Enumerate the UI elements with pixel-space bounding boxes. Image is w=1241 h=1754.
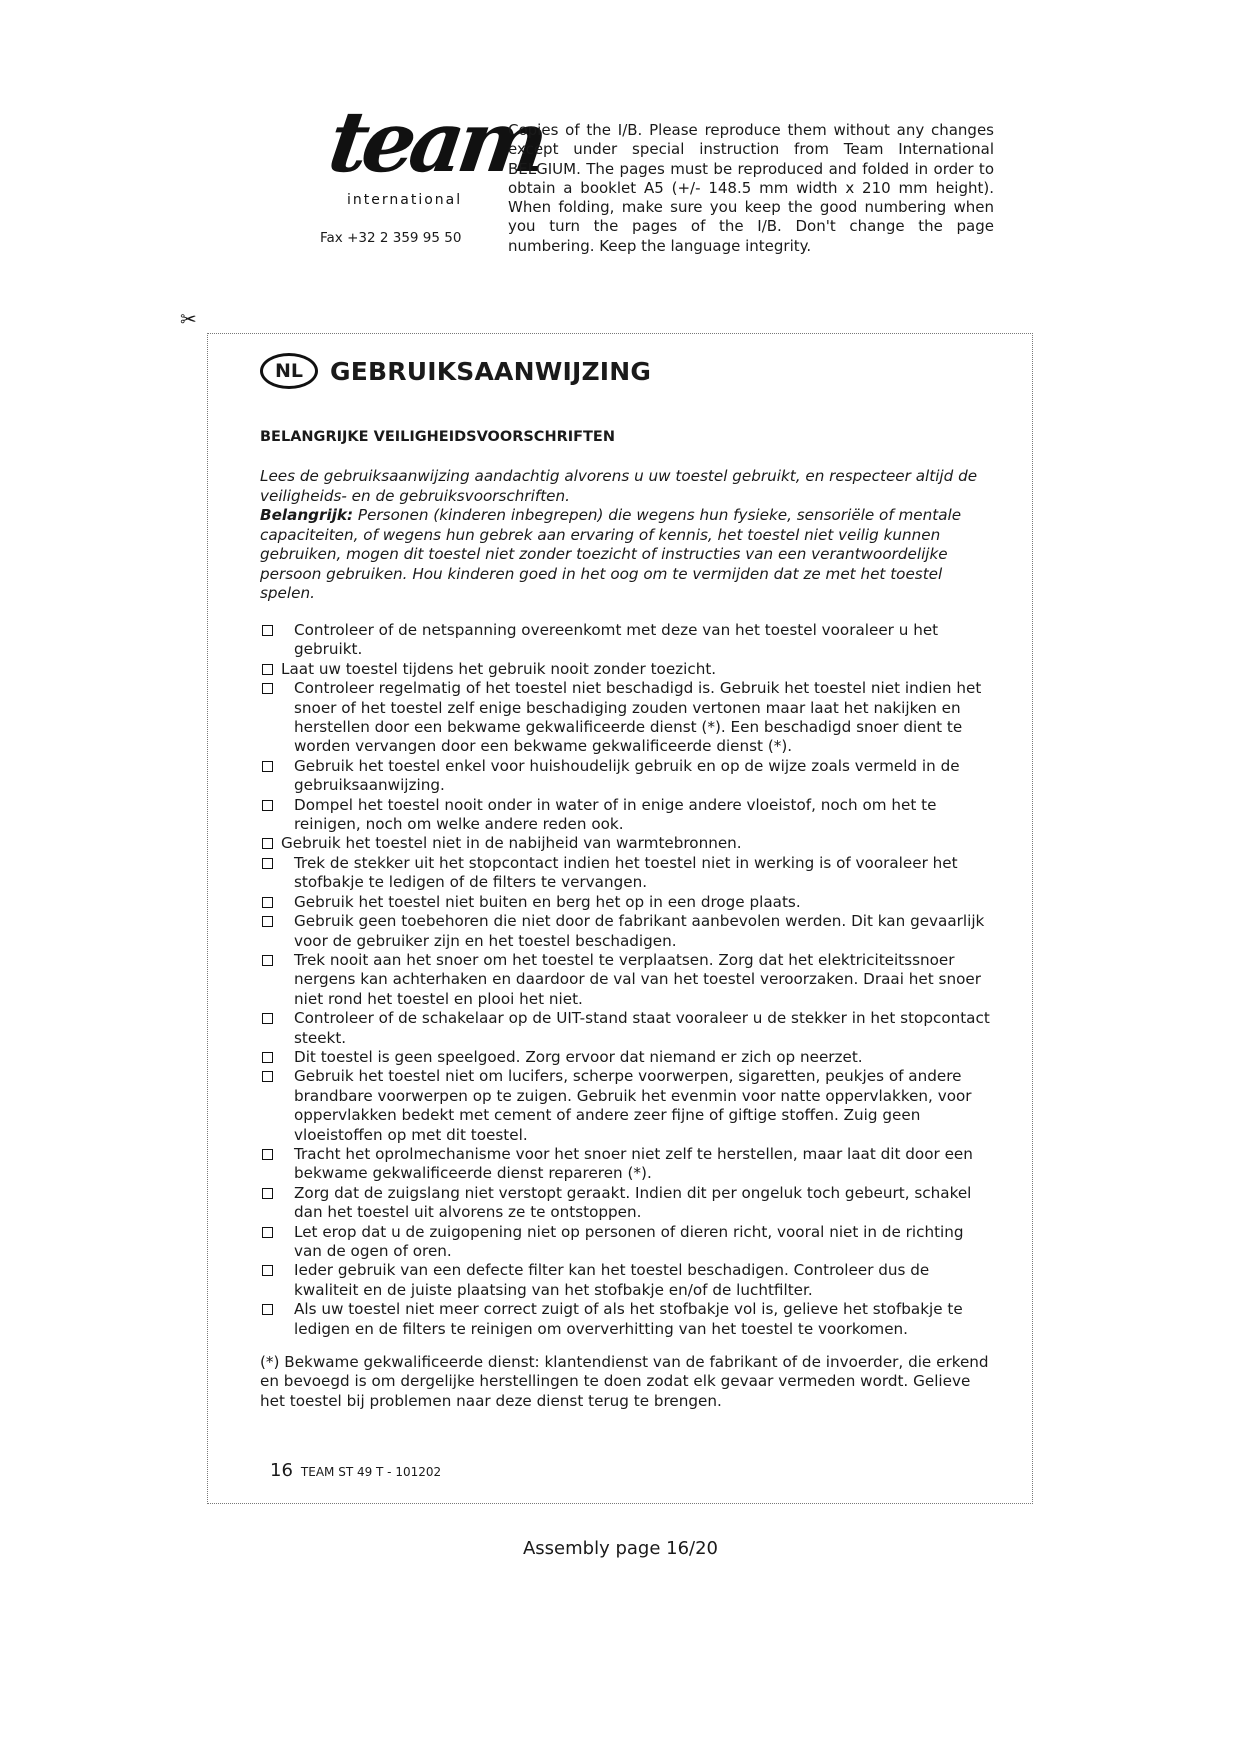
checkbox-icon <box>262 800 273 811</box>
checkbox-icon <box>262 858 273 869</box>
checkbox-icon <box>262 683 273 694</box>
checkbox-icon <box>262 955 273 966</box>
language-badge: NL <box>260 353 318 389</box>
checkbox-icon <box>262 1227 273 1238</box>
list-item: Trek de stekker uit het stopcontact indien het toestel niet in werking is of vooraleer het stofbakje te ledigen of de filters te vervangen. <box>260 854 990 893</box>
list-item: Controleer regelmatig of het toestel niet beschadigd is. Gebruik het toestel niet indien het snoer of het toestel zelf enige beschadiging zouden vertonen maar laat het nakijken en herstellen door een bekwame gekwalificeerde dienst (*). Een beschadigd snoer dient te worden vervangen door een bekwame gekwalificeerde dienst (*). <box>260 679 990 757</box>
checkbox-icon <box>262 1265 273 1276</box>
list-item: Controleer of de netspanning overeenkomt met deze van het toestel vooraleer u het gebruikt. <box>260 621 990 660</box>
list-item: Als uw toestel niet meer correct zuigt of als het stofbakje vol is, gelieve het stofbakje te ledigen en de filters te reinigen om oververhitting van het toestel te voorkomen. <box>260 1300 990 1339</box>
important-label: Belangrijk: <box>260 506 354 524</box>
list-item: Gebruik het toestel enkel voor huishoudelijk gebruik en op de wijze zoals vermeld in de gebruiksaanwijzing. <box>260 757 990 796</box>
reproduction-instructions: Copies of the I/B. Please reproduce them without any changes except under special instruction from Team International BELGIUM. The pages must be reproduced and folded in order to obtain a booklet A5 (+/- 148.5 mm width x 210 mm height). When folding, make sure you keep the good numbering when you turn the pages of the I/B. Don't change the page numbering. Keep the language integrity. <box>508 121 994 255</box>
list-item: Let erop dat u de zuigopening niet op personen of dieren richt, vooral niet in de richting van de ogen of oren. <box>260 1223 990 1262</box>
list-item: Controleer of de schakelaar op de UIT-stand staat vooraleer u de stekker in het stopcontact steekt. <box>260 1009 990 1048</box>
list-item: Zorg dat de zuigslang niet verstopt geraakt. Indien dit per ongeluk toch gebeurt, schakel dan het toestel uit alvorens ze te ontstoppen. <box>260 1184 990 1223</box>
manual-title-row <box>260 353 651 389</box>
list-item: Gebruik het toestel niet buiten en berg het op in een droge plaats. <box>260 893 990 912</box>
list-item: Gebruik het toestel niet om lucifers, scherpe voorwerpen, sigaretten, peukjes of andere brandbare voorwerpen op te zuigen. Gebruik het evenmin voor natte oppervlakken, voor oppervlakken bedekt met cement of andere zeer fijne of giftige stoffen. Zuig geen vloeistoffen op met dit toestel. <box>260 1067 990 1145</box>
checkbox-icon <box>262 916 273 927</box>
assembly-page-label: Assembly page 16/20 <box>522 1538 719 1559</box>
page-number: 16 <box>270 1460 293 1481</box>
scissors-icon: ✂ <box>180 307 197 331</box>
page-footer <box>270 1460 441 1481</box>
model-code: TEAM ST 49 T - 101202 <box>300 1465 442 1479</box>
logo-wordmark: team <box>323 92 549 191</box>
list-item: Gebruik het toestel niet in de nabijheid van warmtebronnen. <box>260 834 990 853</box>
list-item: Gebruik geen toebehoren die niet door de fabrikant aanbevolen werden. Dit kan gevaarlijk voor de gebruiker zijn en het toestel beschadigen. <box>260 912 990 951</box>
checkbox-icon <box>262 625 273 636</box>
list-item: Trek nooit aan het snoer om het toestel te verplaatsen. Zorg dat het elektriciteitssnoer nergens kan achterhaken en daardoor de val van het toestel veroorzaken. Draai het snoer niet rond het toestel en plooi het niet. <box>260 951 990 1009</box>
manual-title: GEBRUIKSAANWIJZING <box>330 356 652 386</box>
safety-list <box>260 621 990 1339</box>
intro-paragraph <box>260 467 987 604</box>
team-logo <box>300 92 549 220</box>
intro-text: Lees de gebruiksaanwijzing aandachtig alvorens u uw toestel gebruikt, en respecteer altijd de veiligheids- en de gebruiksvoorschriften. <box>260 467 978 505</box>
logo-subtext: international <box>347 192 463 208</box>
list-item: Ieder gebruik van een defecte filter kan het toestel beschadigen. Controleer dus de kwaliteit en de juiste plaatsing van het stofbakje en/of de luchtfilter. <box>260 1261 990 1300</box>
section-heading: BELANGRIJKE VEILIGHEIDSVOORSCHRIFTEN <box>260 429 615 445</box>
checkbox-icon <box>262 897 273 908</box>
list-item: Tracht het oprolmechanisme voor het snoer niet zelf te herstellen, maar laat dit door een bekwame gekwalificeerde dienst repareren (*). <box>260 1145 990 1184</box>
checkbox-icon <box>262 761 273 772</box>
important-text: Personen (kinderen inbegrepen) die wegens hun fysieke, sensoriële of mentale capaciteiten, of wegens hun gebrek aan ervaring of kennis, het toestel niet veilig kunnen gebruiken, mogen dit toestel niet zonder toezicht of instructies van een verantwoordelijke persoon gebruiken. Hou kinderen goed in het oog om te vermijden dat ze met het toestel spelen. <box>260 506 962 602</box>
checkbox-icon <box>262 1052 273 1063</box>
checkbox-icon <box>262 838 273 849</box>
fax-number: Fax +32 2 359 95 50 <box>320 230 462 246</box>
checkbox-icon <box>262 1149 273 1160</box>
list-item: Dompel het toestel nooit onder in water of in enige andere vloeistof, noch om het te reinigen, noch om welke andere reden ook. <box>260 796 990 835</box>
list-item: Laat uw toestel tijdens het gebruik nooit zonder toezicht. <box>260 660 990 679</box>
footnote: (*) Bekwame gekwalificeerde dienst: klantendienst van de fabrikant of de invoerder, die erkend en bevoegd is om dergelijke herstellingen te doen zodat elk gevaar vermeden wordt. Gelieve het toestel bij problemen naar deze dienst terug te brengen. <box>260 1353 989 1410</box>
checkbox-icon <box>262 1304 273 1315</box>
list-item: Dit toestel is geen speelgoed. Zorg ervoor dat niemand er zich op neerzet. <box>260 1048 990 1067</box>
checkbox-icon <box>262 1071 273 1082</box>
checkbox-icon <box>262 664 273 675</box>
checkbox-icon <box>262 1188 273 1199</box>
checkbox-icon <box>262 1013 273 1024</box>
